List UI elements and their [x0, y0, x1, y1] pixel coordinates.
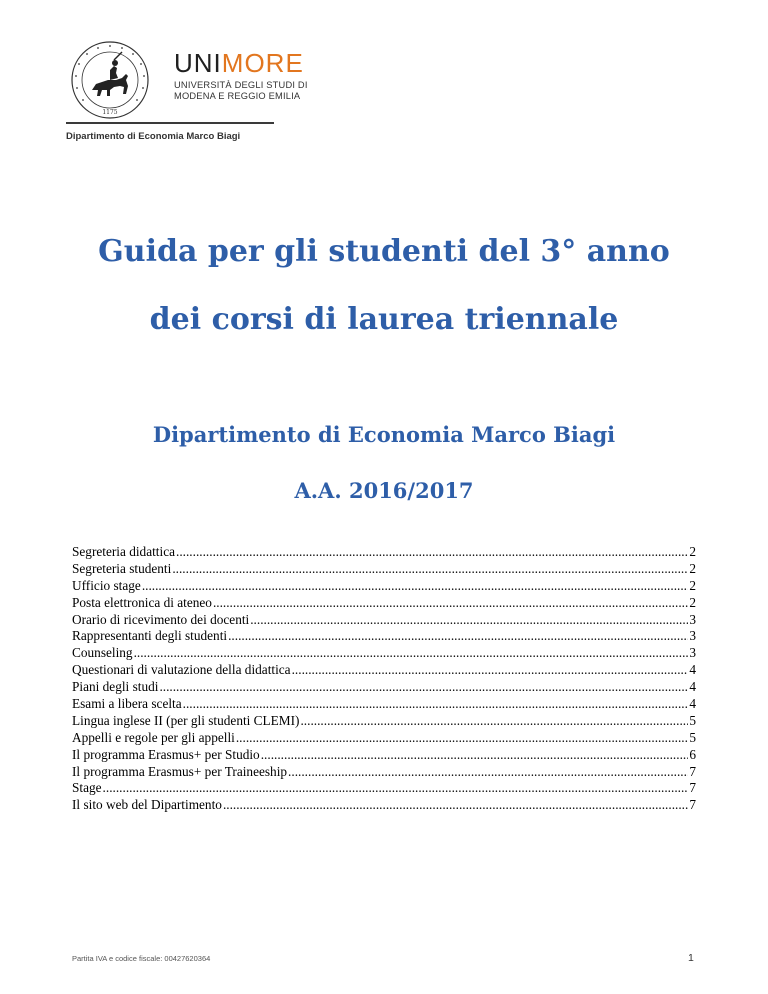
toc-dot-leader	[159, 679, 688, 696]
toc-entry-label: Ufficio stage	[72, 577, 141, 593]
toc-entry[interactable]	[72, 764, 696, 781]
toc-dot-leader	[228, 628, 688, 645]
toc-entry[interactable]	[72, 662, 696, 679]
toc-dot-leader	[213, 595, 688, 612]
brand-wordmark	[174, 50, 354, 102]
academic-year-heading: A.A. 2016/2017	[294, 478, 474, 503]
university-name-line2: MODENA E REGGIO EMILIA	[174, 91, 301, 101]
toc-entry[interactable]	[72, 713, 696, 730]
toc-entry-label: Il sito web del Dipartimento	[72, 797, 222, 813]
table-of-contents	[72, 544, 696, 814]
toc-entry[interactable]	[72, 628, 696, 645]
toc-dot-leader	[300, 713, 688, 730]
toc-entry-label: Posta elettronica di ateneo	[72, 594, 212, 610]
page-number: 1	[688, 952, 694, 964]
toc-entry-label: Segreteria didattica	[72, 544, 175, 559]
toc-entry[interactable]	[72, 578, 696, 595]
toc-entry-page: 3	[689, 611, 696, 627]
toc-dot-leader	[142, 578, 689, 595]
toc-entry-page: 4	[689, 696, 696, 712]
toc-entry[interactable]	[72, 797, 696, 814]
toc-dot-leader	[292, 662, 689, 679]
university-seal-icon	[70, 40, 150, 120]
header-department: Dipartimento di Economia Marco Biagi	[66, 131, 241, 142]
toc-dot-leader	[103, 780, 689, 797]
toc-dot-leader	[134, 645, 689, 662]
header-divider	[66, 122, 274, 124]
document-title-line1: Guida per gli studenti del 3° anno	[98, 234, 670, 269]
toc-entry-label: Rappresentanti degli studenti	[72, 628, 228, 644]
toc-entry-page: 5	[689, 712, 696, 728]
toc-entry[interactable]	[72, 730, 696, 747]
toc-dot-leader	[183, 696, 689, 713]
footer-vat: Partita IVA e codice fiscale: 00427620364	[72, 954, 211, 963]
toc-entry[interactable]	[72, 780, 696, 797]
toc-entry-label: Il programma Erasmus+ per Traineeship	[72, 763, 288, 779]
toc-entry[interactable]	[72, 544, 696, 561]
toc-entry-page: 2	[689, 560, 696, 576]
toc-entry-page: 2	[689, 594, 696, 610]
toc-entry-page: 4	[689, 679, 696, 695]
university-name-line1: UNIVERSITÀ DEGLI STUDI DI	[174, 80, 308, 90]
toc-entry-label: Questionari di valutazione della didattica	[72, 662, 291, 678]
toc-dot-leader	[223, 797, 688, 814]
toc-entry[interactable]	[72, 612, 696, 629]
toc-entry[interactable]	[72, 595, 696, 612]
toc-entry-label: Il programma Erasmus+ per Studio	[72, 746, 260, 762]
toc-entry-page: 2	[689, 544, 696, 559]
toc-entry-page: 3	[689, 645, 696, 661]
toc-dot-leader	[250, 612, 688, 629]
brand-name: UNIMORE	[174, 48, 304, 78]
toc-entry-page: 6	[689, 746, 696, 762]
department-heading: Dipartimento di Economia Marco Biagi	[152, 422, 616, 447]
seal-year: 1175	[102, 109, 118, 116]
toc-entry[interactable]	[72, 747, 696, 764]
toc-entry-page: 7	[689, 780, 696, 796]
toc-entry[interactable]	[72, 645, 696, 662]
university-logo	[66, 36, 308, 142]
toc-entry-page: 7	[689, 763, 696, 779]
toc-entry-label: Stage	[72, 780, 102, 796]
toc-entry-label: Segreteria studenti	[72, 560, 172, 576]
toc-entry[interactable]	[72, 696, 696, 713]
toc-entry-page: 2	[689, 577, 696, 593]
toc-entry-page: 7	[689, 797, 696, 813]
toc-entry-page: 5	[689, 729, 696, 745]
toc-entry-label: Esami a libera scelta	[72, 696, 182, 712]
toc-entry[interactable]	[72, 561, 696, 578]
toc-dot-leader	[172, 561, 688, 578]
toc-entry-page: 4	[689, 662, 696, 678]
document-title-line2: dei corsi di laurea triennale	[149, 302, 619, 337]
toc-dot-leader	[288, 764, 688, 781]
toc-dot-leader	[236, 730, 689, 747]
toc-entry[interactable]	[72, 679, 696, 696]
toc-entry-page: 3	[689, 628, 696, 644]
toc-entry-label: Appelli e regole per gli appelli	[72, 729, 235, 745]
toc-dot-leader	[176, 544, 688, 561]
toc-entry-label: Orario di ricevimento dei docenti	[72, 611, 250, 627]
toc-entry-label: Counseling	[72, 645, 133, 661]
toc-dot-leader	[261, 747, 689, 764]
toc-entry-label: Piani degli studi	[72, 679, 159, 695]
toc-entry-label: Lingua inglese II (per gli studenti CLEMI)	[72, 712, 300, 728]
